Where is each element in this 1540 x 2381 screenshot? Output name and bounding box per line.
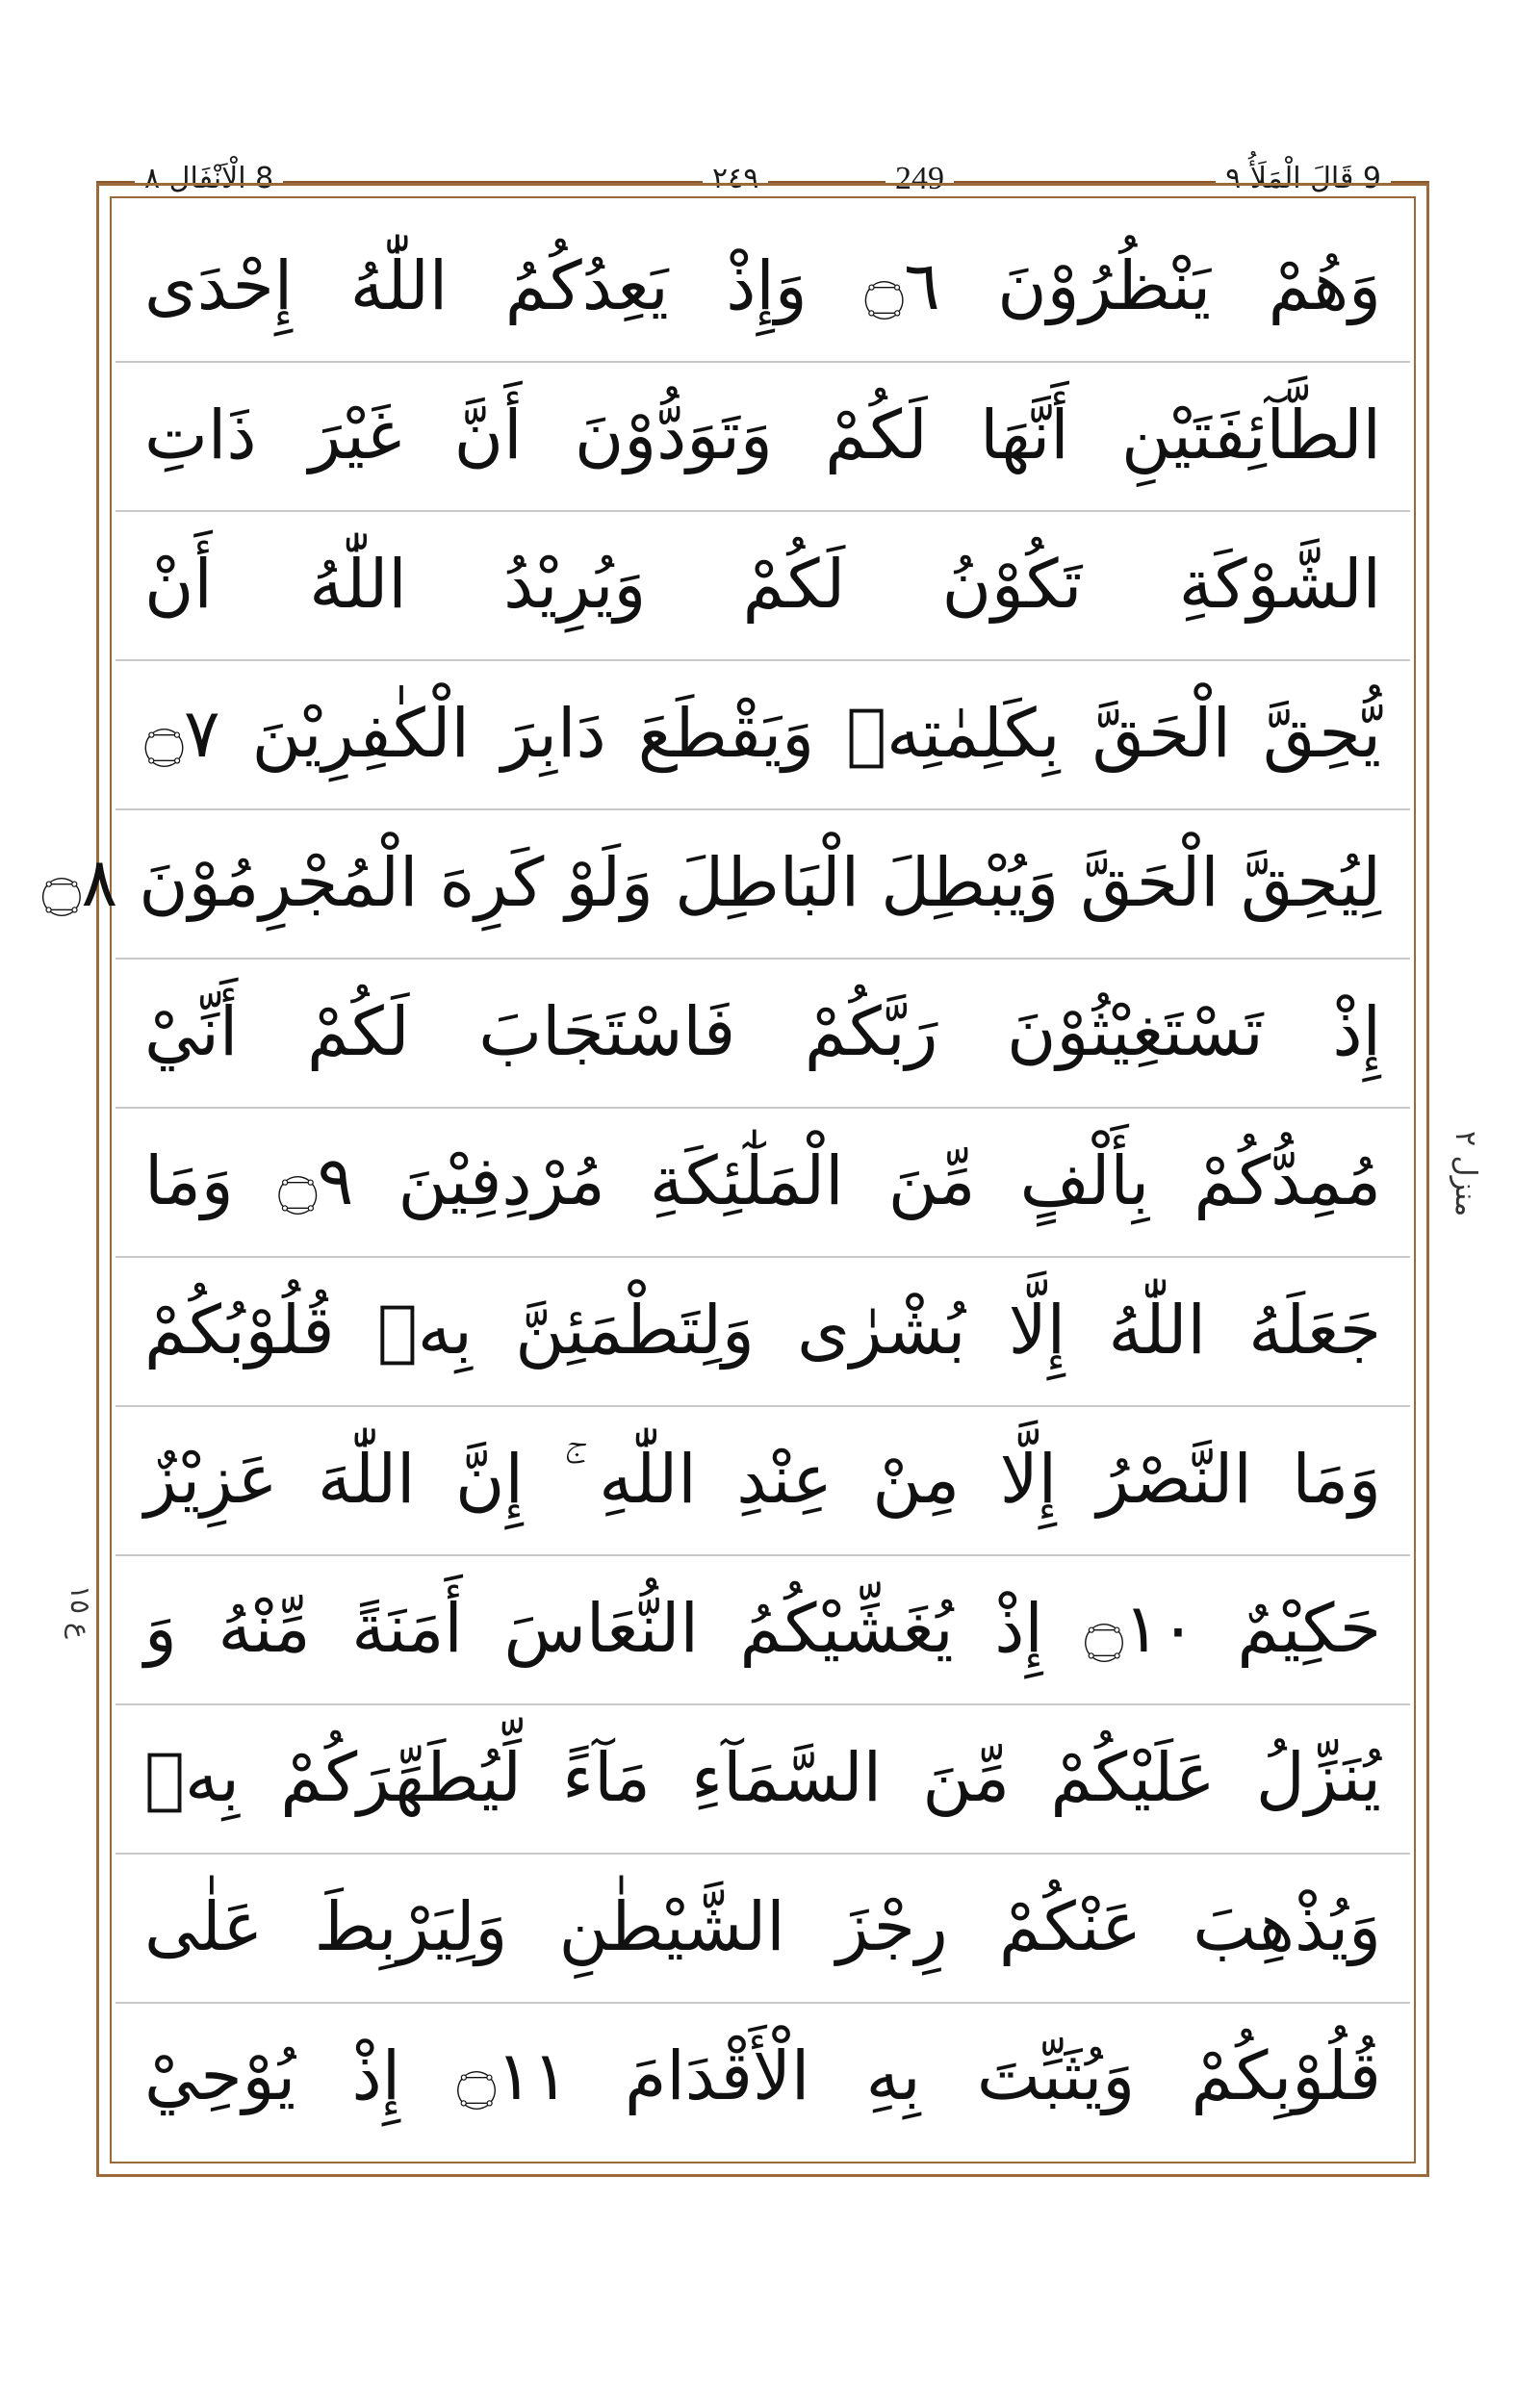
header-juz-label: 9 قَالَ الْمَلَأُ ٩ (1216, 162, 1391, 196)
text-line-8: جَعَلَهُ اللّٰهُ إِلَّا بُشْرٰى وَلِتَطْمَئِنَّ بِهٖ قُلُوْبُكُمْ (116, 1258, 1410, 1407)
text-line-4: يُّحِقَّ الْحَقَّ بِكَلِمٰتِهٖ وَيَقْطَعَ دَابِرَ الْكٰفِرِيْنَ ۝٧ (116, 661, 1410, 810)
text-line-2: الطَّآئِفَتَيْنِ أَنَّهَا لَكُمْ وَتَوَدُّوْنَ أَنَّ غَيْرَ ذَاتِ (116, 363, 1410, 512)
text-line-9: وَمَا النَّصْرُ إِلَّا مِنْ عِنْدِ اللّٰهِ ۚ إِنَّ اللّٰهَ عَزِيْزٌ (116, 1407, 1410, 1556)
manzil-marker: منزل ٢ (1449, 1131, 1482, 1217)
ruku-marker: ع ١٥ (64, 1585, 96, 1639)
text-line-1: وَهُمْ يَنْظُرُوْنَ ۝٦ وَإِذْ يَعِدُكُمُ اللّٰهُ إِحْدَى (116, 214, 1410, 363)
text-line-5: لِيُحِقَّ الْحَقَّ وَيُبْطِلَ الْبَاطِلَ وَلَوْ كَرِهَ الْمُجْرِمُوْنَ ۝٨ (116, 810, 1410, 960)
header-surah-label: 8 الْاَنْفَال ٨ (135, 162, 283, 196)
text-line-10: حَكِيْمٌ ۝١٠ إِذْ يُغَشِّيْكُمُ النُّعَاسَ أَمَنَةً مِّنْهُ وَ (116, 1556, 1410, 1705)
text-line-6: إِذْ تَسْتَغِيْثُوْنَ رَبَّكُمْ فَاسْتَجَابَ لَكُمْ أَنِّيْ (116, 960, 1410, 1109)
text-line-11: يُنَزِّلُ عَلَيْكُمْ مِّنَ السَّمَآءِ مَآءً لِّيُطَهِّرَكُمْ بِهٖ (116, 1705, 1410, 1855)
header-page-number-arabic: ٢٤٩ (703, 162, 768, 196)
text-line-13: قُلُوْبِكُمْ وَيُثَبِّتَ بِهِ الْأَقْدَامَ ۝١١ إِذْ يُوْحِيْ (144, 2036, 1382, 2115)
header-page-number: 249 (886, 162, 954, 196)
text-line-12: وَيُذْهِبَ عَنْكُمْ رِجْزَ الشَّيْطٰنِ وَلِيَرْبِطَ عَلٰى (116, 1855, 1410, 2004)
text-line-3: الشَّوْكَةِ تَكُوْنُ لَكُمْ وَيُرِيْدُ اللّٰهُ أَنْ (116, 512, 1410, 661)
text-line-7: مُمِدُّكُمْ بِأَلْفٍ مِّنَ الْمَلٰٓئِكَةِ مُرْدِفِيْنَ ۝٩ وَمَا (116, 1109, 1410, 1258)
